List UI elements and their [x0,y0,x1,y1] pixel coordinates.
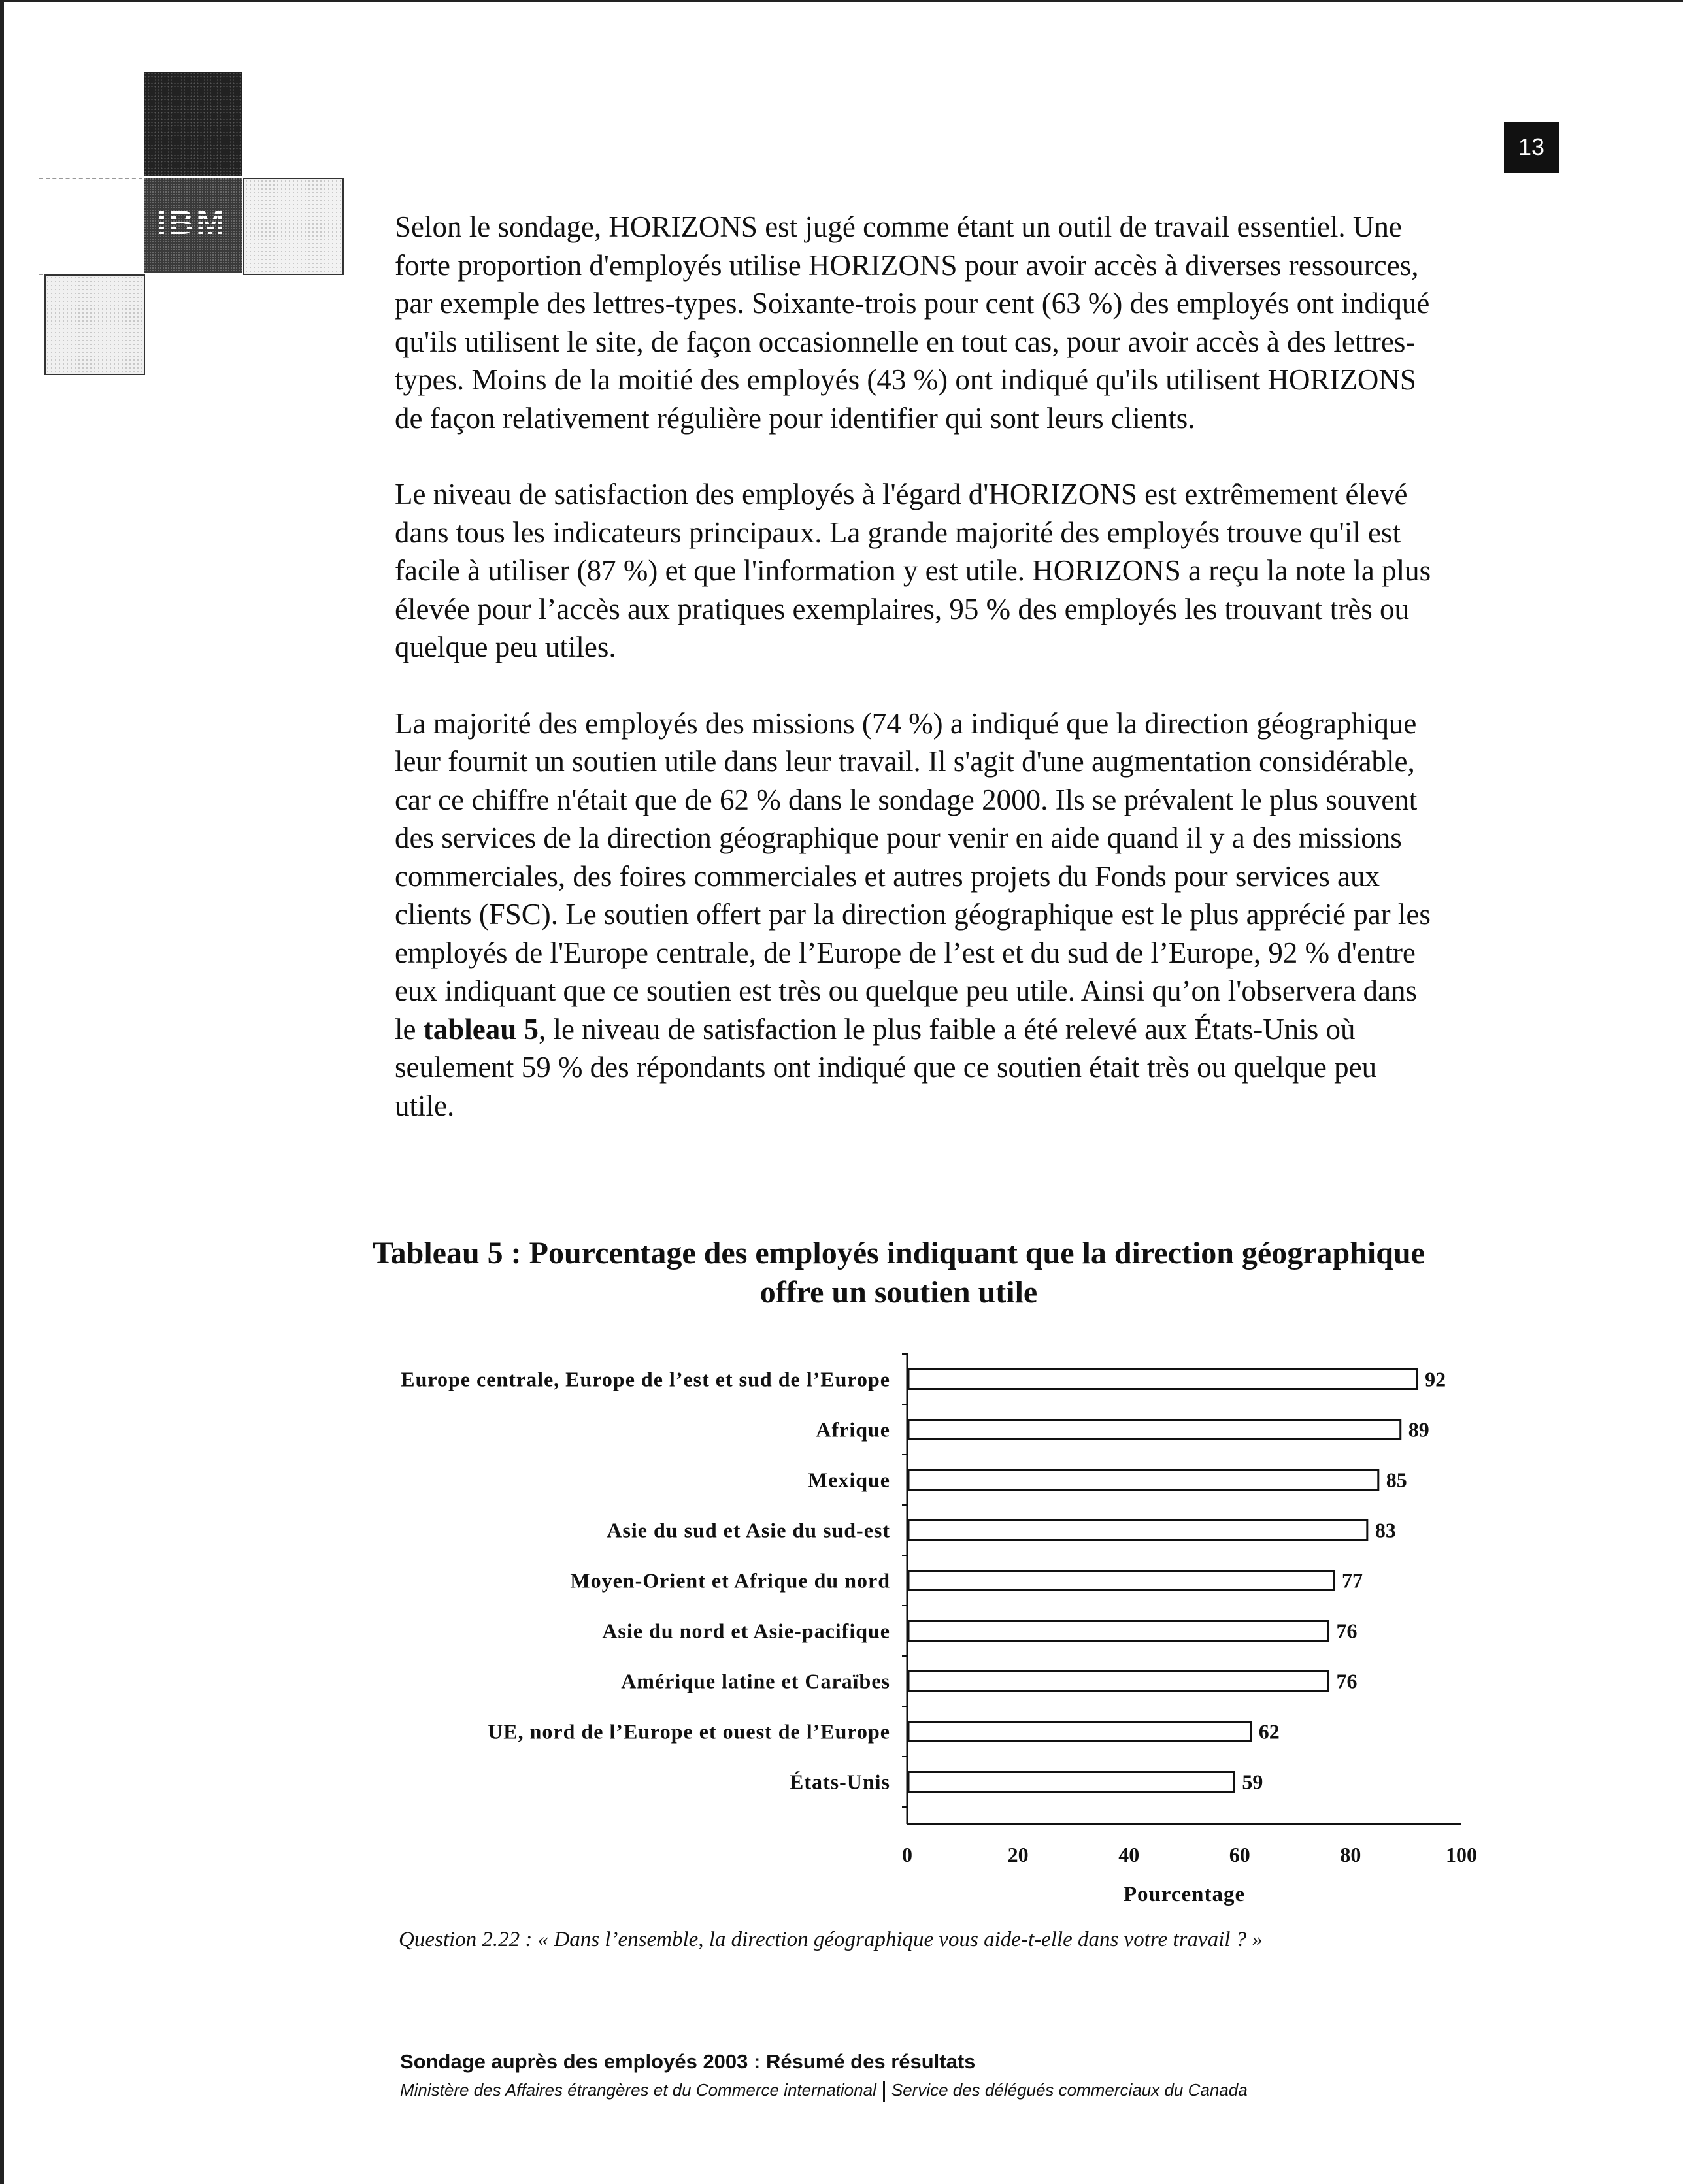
data-label: 89 [1408,1417,1429,1442]
category-label: Asie du sud et Asie du sud-est [607,1518,890,1542]
bar [908,1420,1401,1440]
data-label: 59 [1242,1770,1263,1794]
x-tick-label: 0 [902,1843,912,1866]
chart-title: Tableau 5 : Pourcentage des employés indiquant que la direction géographique offre un soutien utile [373,1236,1425,1310]
data-label: 83 [1375,1518,1396,1542]
category-label: États-Unis [789,1770,890,1794]
paragraph-1: Selon le sondage, HORIZONS est jugé comme étant un outil de travail essentiel. Une forte proportion d'employés utilise HORIZONS pour avoir accès à diverses ressources, par exemple des lettres-types. Soixante-trois pour cent (63 %) des employés ont indiqué qu'ils utilisent le site, de façon occasionnelle en tout cas, pour avoir accès à des lettres-types. Moins de la moitié des employés (43 %) ont indiqué qu'ils utilisent HORIZONS de façon relativement régulière pour identifier qui sont leurs clients. [395,210,1430,435]
bar [908,1370,1417,1389]
x-tick-label: 60 [1229,1843,1250,1866]
footer-service: Service des délégués commerciaux du Canada [891,2080,1248,2100]
ibm-wordmark: IBM [157,204,227,242]
data-label: 92 [1425,1367,1446,1391]
data-label: 77 [1341,1568,1363,1593]
category-label: Amérique latine et Caraïbes [621,1669,890,1693]
bar [908,1672,1328,1691]
data-label: 62 [1258,1719,1280,1744]
x-tick-label: 20 [1007,1843,1029,1866]
x-tick-label: 100 [1446,1843,1477,1866]
logo-square-bottom [44,274,145,375]
paragraph-3-text-a: La majorité des employés des missions (74 %) a indiqué que la direction géographique leur fournit un soutien utile dans leur travail. Il s'agit d'une augmentation considérable, car ce chiffre n'était que de 62 % dans le sondage 2000. Ils se prévalent le plus souvent des services de la direction géographique pour venir en aide quand il y a des missions commerciales, des foires commerciales et autres projets du Fonds pour services aux clients (FSC). Le soutien offert par la direction géographique est le plus apprécié par les employés de l'Europe centrale, de l’Europe de l’est et du sud de l’Europe, 92 % d'entre eux indiquant que ce soutien est très ou quelque peu utile. Ainsi qu’on l'observera dans le [395,706,1431,1046]
data-label: 76 [1336,1619,1358,1643]
paragraph-2: Le niveau de satisfaction des employés à l'égard d'HORIZONS est extrêmement élevé dans tous les indicateurs principaux. La grande majorité des employés trouve qu'il est facile à utiliser (87 %) et que l'information y est utile. HORIZONS a reçu la note la plus élevée pour l’accès aux pratiques exemplaires, 95 % des employés les trouvant très ou quelque peu utiles. [395,478,1431,663]
bar [908,1521,1367,1540]
survey-question: Question 2.22 : « Dans l’ensemble, la direction géographique vous aide-t-elle dans votre travail ? » [399,1928,1263,1951]
category-label: UE, nord de l’Europe et ouest de l’Europe [488,1719,890,1744]
bar [908,1470,1378,1490]
paragraph-3-text-b: , le niveau de satisfaction le plus faible a été relevé aux États-Unis où seulement 59 % des répondants ont indiqué que ce soutien était très ou quelque peu utile. [395,1012,1377,1122]
data-label: 85 [1386,1468,1407,1492]
page-left-edge [0,0,4,2184]
category-label: Mexique [807,1468,890,1492]
paragraph-3 [395,704,1441,1125]
x-tick-label: 80 [1340,1843,1361,1866]
page-number: 13 [1504,122,1559,173]
bar [908,1722,1251,1742]
bar [908,1571,1334,1591]
x-tick-label: 40 [1118,1843,1140,1866]
footer-subtitle [400,2080,1248,2102]
category-label: Asie du nord et Asie-pacifique [602,1619,890,1643]
category-label: Afrique [816,1417,890,1442]
x-axis-title: Pourcentage [1123,1883,1246,1906]
data-label: 76 [1336,1669,1358,1693]
logo-square-right [243,178,344,275]
category-label: Europe centrale, Europe de l’est et sud de l’Europe [401,1367,890,1391]
category-label: Moyen-Orient et Afrique du nord [570,1568,890,1593]
logo-square-top [144,72,242,176]
body-text [395,208,1441,1163]
table-reference: tableau 5 [423,1012,539,1046]
ibm-logo [39,72,346,379]
footer-org: Ministère des Affaires étrangères et du Commerce international [400,2080,876,2100]
footer-title: Sondage auprès des employés 2003 : Résumé des résultats [400,2050,976,2073]
logo-square-left [39,178,142,275]
page-top-border [0,0,1683,2]
bar [908,1621,1328,1641]
bar [908,1772,1234,1792]
footer-separator [883,2081,885,2102]
